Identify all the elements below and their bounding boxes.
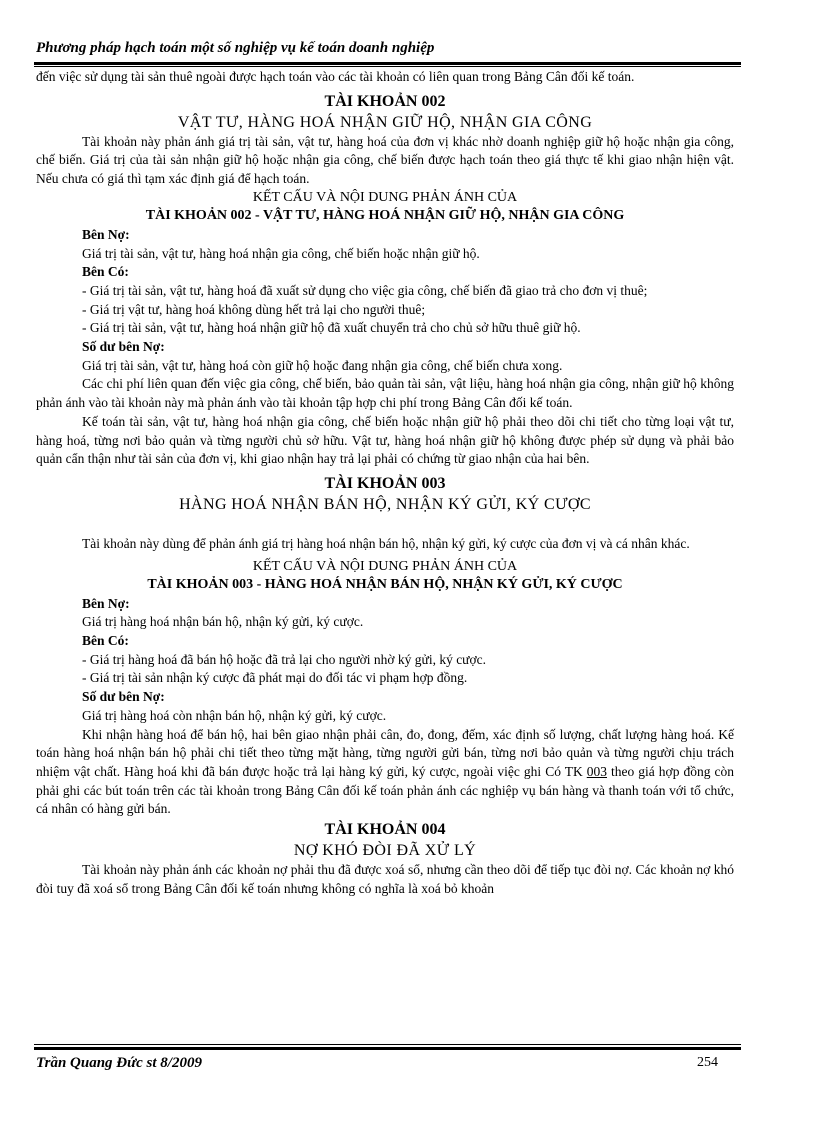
tk003-paragraph-2 [36,726,734,820]
footer-rule-thin [34,1044,741,1045]
tk002-structure-line-1: KẾT CẤU VÀ NỘI DUNG PHẢN ÁNH CỦA [252,189,518,205]
header-rule-thin [34,66,741,67]
tk004-heading: TÀI KHOẢN 004 [324,821,446,839]
tk002-paragraph-3: Kế toán tài sản, vật tư, hàng hoá nhận gia công, chế biến hoặc nhận giữ hộ phải theo dõi chi tiết cho từng loại vật tư, hàng hoá, từng nơi bảo quản và từng người chủ sở hữu. Vật tư, hàng hoá nhận giữ hộ không được phép sử dụng và phải bảo quản cẩn thận như tài sản của đơn vị, khi giao nhận hay trả lại phải có chứng từ giao nhận của hai bên. [36,413,734,467]
tk002-credit-item-3: - Giá trị tài sản, vật tư, hàng hoá nhận giữ hộ đã xuất chuyển trả cho chủ sở hữu thuê giữ hộ. [82,320,581,336]
page-content [36,68,734,899]
tk003-structure-line-1: KẾT CẤU VÀ NỘI DUNG PHẢN ÁNH CỦA [252,558,518,574]
tk003-structure-line-2: TÀI KHOẢN 003 - HÀNG HOÁ NHẬN BÁN HỘ, NHẬN KÝ GỬI, KÝ CƯỢC [147,577,623,593]
running-header: Phương pháp hạch toán một số nghiệp vụ kế toán doanh nghiệp [36,40,435,56]
footer-author: Trần Quang Đức st 8/2009 [36,1055,202,1071]
tk002-debit-label: Bên Nợ: [82,226,130,242]
tk003-account-link[interactable]: 003 [586,763,607,779]
tk002-debit-text: Giá trị tài sản, vật tư, hàng hoá nhận gia công, chế biến hoặc nhận giữ hộ. [82,245,480,261]
intro-continuation: đến việc sử dụng tài sản thuê ngoài được hạch toán vào các tài khoản có liên quan trong Bảng Cân đối kế toán. [36,69,635,84]
tk003-credit-label: Bên Có: [82,633,129,649]
tk003-debit-label: Bên Nợ: [82,595,130,611]
tk003-heading: TÀI KHOẢN 003 [324,474,446,492]
tk002-credit-item-1: - Giá trị tài sản, vật tư, hàng hoá đã xuất sử dụng cho việc gia công, chế biến đã giao trả cho đơn vị thuê; [82,282,648,298]
tk004-paragraph-1: Tài khoản này phản ánh các khoản nợ phải thu đã được xoá sổ, nhưng cần theo dõi để tiếp tục đòi nợ. Các khoản nợ khó đòi tuy đã xoá sổ trong Bảng Cân đối kế toán nhưng không có nghĩa là xoá bỏ khoản [36,862,734,896]
tk002-credit-label: Bên Có: [82,264,129,280]
header-rule-thick [34,62,741,65]
tk002-credit-item-2: - Giá trị vật tư, hàng hoá không dùng hết trả lại cho người thuê; [82,301,426,317]
tk003-p2-text-start: Khi nhận hàng hoá để bán hộ, hai bên giao nhận phải cân, đo, đong, đếm, xác định số lượng, chất lượng hàng hoá. Kế toán hàng hoá nhận bán hộ phải chi tiết theo từng mặt hàng, từng người gửi bán, từng nơi bảo quản và từng người chịu trách nhiệm vật chất. Hàng hoá khi đã bán được hoặc trả lại hàng ký gửi, ký cược, ngoài việc ghi Có TK [36,726,734,779]
tk002-paragraph-1: Tài khoản này phản ánh giá trị tài sản, vật tư, hàng hoá của đơn vị khác nhờ doanh nghiệp giữ hộ hoặc nhận gia công, chế biến. Giá trị của tài sản nhận giữ hộ hoặc nhận gia công, chế biến được hạch toán theo giá thực tế khi giao nhận hiện vật. Nếu chưa có giá thì tạm xác định giá để hạch toán. [36,133,734,187]
tk002-heading: TÀI KHOẢN 002 [324,92,446,110]
tk002-paragraph-2: Các chi phí liên quan đến việc gia công, chế biến, bảo quản tài sản, vật liệu, hàng hoá nhận gia công, nhận giữ hộ không phản ánh vào tài khoản này mà phản ánh vào tài khoản tập hợp chi phí trong Bảng Cân đối kế toán. [36,376,734,411]
tk002-balance-text: Giá trị tài sản, vật tư, hàng hoá còn giữ hộ hoặc đang nhận gia công, chế biến chưa xong. [82,357,563,373]
tk003-paragraph-1: Tài khoản này dùng để phản ánh giá trị hàng hoá nhận bán hộ, nhận ký gửi, ký cược của đơn vị và cá nhân khác. [82,535,690,551]
tk002-balance-label: Số dư bên Nợ: [82,339,165,355]
tk003-title: HÀNG HOÁ NHẬN BÁN HỘ, NHẬN KÝ GỬI, KÝ CƯỢC [179,495,591,513]
tk003-balance-text: Giá trị hàng hoá còn nhận bán hộ, nhận ký gửi, ký cược. [82,707,387,723]
tk003-credit-item-2: - Giá trị tài sản nhận ký cược đã phát mại do đối tác vi phạm hợp đồng. [82,670,468,686]
tk003-credit-item-1: - Giá trị hàng hoá đã bán hộ hoặc đã trả lại cho người nhờ ký gửi, ký cược. [82,651,487,667]
tk004-title: NỢ KHÓ ĐÒI ĐÃ XỬ LÝ [293,842,477,860]
tk002-structure-line-2: TÀI KHOẢN 002 - VẬT TƯ, HÀNG HOÁ NHẬN GIỮ HỘ, NHẬN GIA CÔNG [145,208,625,224]
tk003-balance-label: Số dư bên Nợ: [82,689,165,705]
tk003-debit-text: Giá trị hàng hoá nhận bán hộ, nhận ký gửi, ký cược. [82,614,364,630]
footer-rule-thick [34,1047,741,1050]
tk002-title: VẬT TƯ, HÀNG HOÁ NHẬN GIỮ HỘ, NHẬN GIA CÔNG [177,113,593,131]
tk003-p2-text-end: theo giá hợp đồng còn phải ghi các bút toán trên các tài khoản trong Bảng Cân đối kế toán phản ánh các nghiệp vụ bán hàng và thanh toán với tổ chức, cá nhân có hàng gửi bán. [36,763,734,817]
page-number: 254 [697,1055,718,1070]
